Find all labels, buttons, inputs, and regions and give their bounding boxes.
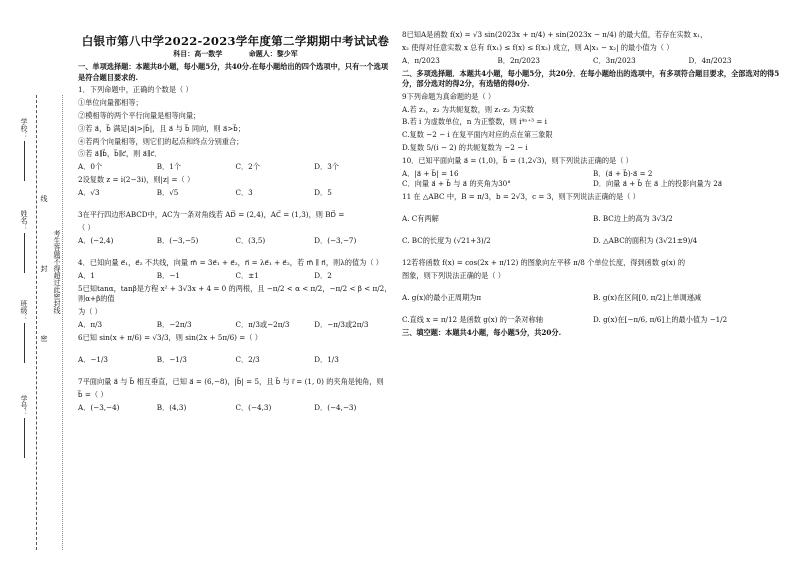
question-10: 10．已知平面向量 a⃗ = (1,0)，b⃗ = (1,2√3)，则下列说法正确的是（ ） (402, 155, 633, 165)
option[interactable]: B．(a⃗ + b⃗)·a⃗ = 2 (593, 168, 653, 178)
q7-options (78, 403, 393, 413)
q5-options (78, 320, 393, 330)
q11-options-2 (402, 236, 784, 246)
question-4: 4．已知向量 e⃗₁，e⃗₂ 不共线，向量 m⃗ = 3e⃗₁ + e⃗₂，n⃗ = λe⃗₁ + e⃗₂，若 m⃗ ∥ n⃗，则λ的值为（ ） (78, 258, 383, 268)
option[interactable]: B．1个 (156, 162, 181, 172)
option[interactable]: D．(−4,−3) (314, 402, 357, 412)
question-12: 12若将函数 f(x) = cos(2x + π/12) 的图象向左平移 π/8 个单位长度，得到函数 g(x) 的 (402, 258, 686, 268)
q3-paren: （ ） (78, 223, 95, 233)
option[interactable]: B．2π/2023 (497, 55, 540, 65)
q7-line2: b⃗ =（ ） (78, 389, 108, 399)
option[interactable]: C．(3,5) (235, 235, 266, 245)
option[interactable]: A．1 (78, 270, 95, 280)
q8-line2: x₂ 使得对任意实数 x 总有 f(x₁) ≤ f(x) ≤ f(x₂) 成立，则 A|x₁ − x₂| 的最小值为（ ） (402, 42, 674, 52)
option[interactable]: A. C有两解 (402, 213, 439, 223)
option[interactable]: B．(4,3) (156, 402, 187, 412)
option[interactable]: B．−2π/3 (156, 319, 192, 329)
exam-title: 白银市第八中学2022-2023学年度第二学期期中考试试卷 (81, 34, 390, 48)
question-3: 3在平行四边形ABCD中，AC为一条对角线若 AD⃗ = (2,4)，AC⃗ = (1,3)，则 BD⃗ = (78, 210, 345, 220)
seal-char: 封 (40, 265, 48, 272)
option[interactable]: A．π/3 (78, 319, 103, 329)
section-1-heading: 一、单项选择题：本题共8小题，每小题5分，共40分.在每小题给出的四个选项中，只有一个选项是符合题目要求的. (78, 62, 389, 82)
option[interactable]: A．√3 (78, 188, 100, 198)
q2-options (78, 188, 393, 198)
seal-line-text: 考生答题不得超过此密封线 (53, 230, 61, 314)
option[interactable]: C．3 (235, 188, 253, 198)
option[interactable]: C．±1 (235, 270, 259, 280)
seal-dashed-line (36, 95, 37, 550)
q10-options (402, 169, 784, 189)
option[interactable]: B. BC边上的高为 3√3/2 (593, 213, 673, 223)
binding-margin (0, 0, 70, 561)
option[interactable]: D．(−3,−7) (314, 235, 357, 245)
question-7: 7平面向量 a⃗ 与 b⃗ 相互垂直，已知 a⃗ = (6,−8)，|b⃗| = 5，且 b⃗ 与 i⃗ = (1, 0) 的夹角是钝角，则 (78, 377, 384, 387)
option[interactable]: D．4π/2023 (688, 55, 732, 65)
option[interactable]: B.若 i 为虚数单位，n 为正整数，则 i⁴ⁿ⁺³ = i (402, 117, 547, 127)
q4-options (78, 271, 393, 281)
option[interactable]: D．3个 (314, 162, 339, 172)
option[interactable]: A．|a⃗ + b⃗| = 16 (402, 168, 459, 178)
option[interactable]: D．1/3 (314, 354, 339, 364)
right-column (402, 30, 784, 341)
q1-statement: ③若 a⃗，b⃗ 满足|a⃗|>|b⃗|，且 a⃗ 与 b⃗ 同向，则 a⃗>b⃗； (78, 123, 246, 133)
q1-statement: ⑤若 a⃗∥b⃗，b⃗∥c⃗，则 a⃗∥c⃗． (78, 149, 162, 159)
number-field[interactable]: 学号： (20, 395, 27, 458)
option[interactable]: D. g(x)在[−π/6, π/6]上的最小值为 −1/2 (593, 314, 728, 324)
option[interactable]: B．(−3,−5) (156, 235, 199, 245)
setter-label: 命题人：黎少军 (248, 49, 298, 59)
option[interactable]: D.复数 5/(i − 2) 的共轭复数为 −2 − i (402, 142, 528, 152)
option[interactable]: D．5 (314, 188, 332, 198)
option[interactable]: A．−1/3 (78, 354, 108, 364)
option[interactable]: A．(−3,−4) (78, 402, 120, 412)
q1-options (78, 162, 393, 172)
section-2-heading: 二、多项选择题．本题共4小题，每小题5分，共20分．在每小题给出的选项中，有多项符合题目要求，全部选对的得5分，部分选对的得2分，有选错的得0分. (402, 68, 780, 88)
q1-statement: ②模相等的两个平行向量是相等向量； (78, 111, 201, 120)
name-field[interactable]: 姓名： (20, 210, 27, 273)
question-1: 1．下列命题中，正确的个数是（ ） (78, 85, 193, 95)
option[interactable]: B．−1 (156, 270, 180, 280)
q8-options (402, 56, 784, 66)
q5-paren: 为（ ） (78, 307, 102, 317)
question-9: 9下列命题为真命题的是（ ） (402, 91, 496, 101)
option[interactable]: C.直线 x = π/12 是函数 g(x) 的一条对称轴 (402, 314, 543, 324)
option[interactable]: C．3π/2023 (593, 55, 636, 65)
exam-subtitle (78, 49, 393, 59)
q3-options (78, 236, 393, 246)
seal-char: 密 (40, 335, 48, 342)
option[interactable]: A．0个 (78, 162, 103, 172)
question-5: 5已知tanα，tanβ是方程 x² + 3√3x + 4 = 0 的两根，且 −π/2 < α < π/2，−π/2 < β < π/2，则α+β的值 (78, 284, 392, 304)
option[interactable]: D．向量 a⃗ + b⃗ 在 a⃗ 上的投影向量为 2a⃗ (593, 178, 723, 188)
q12-line2: 图象，则下列说法正确的是（ ） (402, 270, 505, 280)
q1-statement: ④若两个向量相等，则它们的起点和终点分别重合； (78, 136, 244, 146)
option[interactable]: A．π/2023 (402, 55, 440, 65)
option[interactable]: C．2个 (235, 162, 260, 172)
option[interactable]: D．−π/3或2π/3 (314, 319, 369, 329)
option[interactable]: C．(−4,3) (235, 402, 272, 412)
option[interactable]: B．−1/3 (156, 354, 187, 364)
option[interactable]: C．向量 a⃗ + b⃗ 与 a⃗ 的夹角为30° (402, 178, 511, 188)
option[interactable]: C. BC的长度为 (√21+3)/2 (402, 235, 491, 245)
seal-char: 线 (40, 195, 48, 202)
option[interactable]: C.复数 −2 − i 在复平面内对应的点在第三象限 (402, 130, 553, 140)
option[interactable]: A. g(x)的最小正周期为π (402, 292, 482, 302)
q6-options (78, 355, 393, 365)
q11-options (402, 214, 784, 224)
question-2: 2设复数 z = i(2−3i)，则|z| =（ ） (78, 175, 195, 185)
q12-options-2 (402, 315, 784, 325)
question-11: 11 在 △ABC 中，B = π/3，b = 2√3，c = 3，则下列说法正确的是（ ） (402, 191, 640, 201)
option[interactable]: A.若 z₁，z₂ 为共轭复数，则 z₁·z₂ 为实数 (402, 104, 534, 114)
section-3-heading: 三、填空题：本题共4小题，每小题5分，共20分. (402, 328, 562, 338)
question-6: 6已知 sin(x + π/6) = √3/3，则 sin(2x + 5π/6) =（ ） (78, 333, 262, 343)
left-column (78, 30, 393, 416)
option[interactable]: D. △ABC的面积为 (3√21±9)/4 (593, 235, 698, 245)
class-field[interactable]: 班级： (20, 300, 27, 363)
option[interactable]: C．2/3 (235, 354, 260, 364)
school-field[interactable]: 学校： (20, 118, 27, 181)
q1-statement: ①单位向量都相等； (78, 98, 143, 108)
option[interactable]: B. g(x)在区间[0, π/2]上单调递减 (593, 292, 702, 302)
option[interactable]: C．π/3或−2π/3 (235, 319, 290, 329)
subject-label: 科目：高一数学 (173, 49, 223, 59)
option[interactable]: B．√5 (156, 188, 179, 198)
question-8: 8已知A是函数 f(x) = √3 sin(2023x + π/4) + sin(2023x − π/4) 的最大值，若存在实数 x₁， (402, 30, 708, 39)
q12-options (402, 293, 784, 303)
option[interactable]: A．(−2,4) (78, 235, 114, 245)
option[interactable]: D．2 (314, 270, 332, 280)
seal-dotted-line (62, 95, 63, 550)
